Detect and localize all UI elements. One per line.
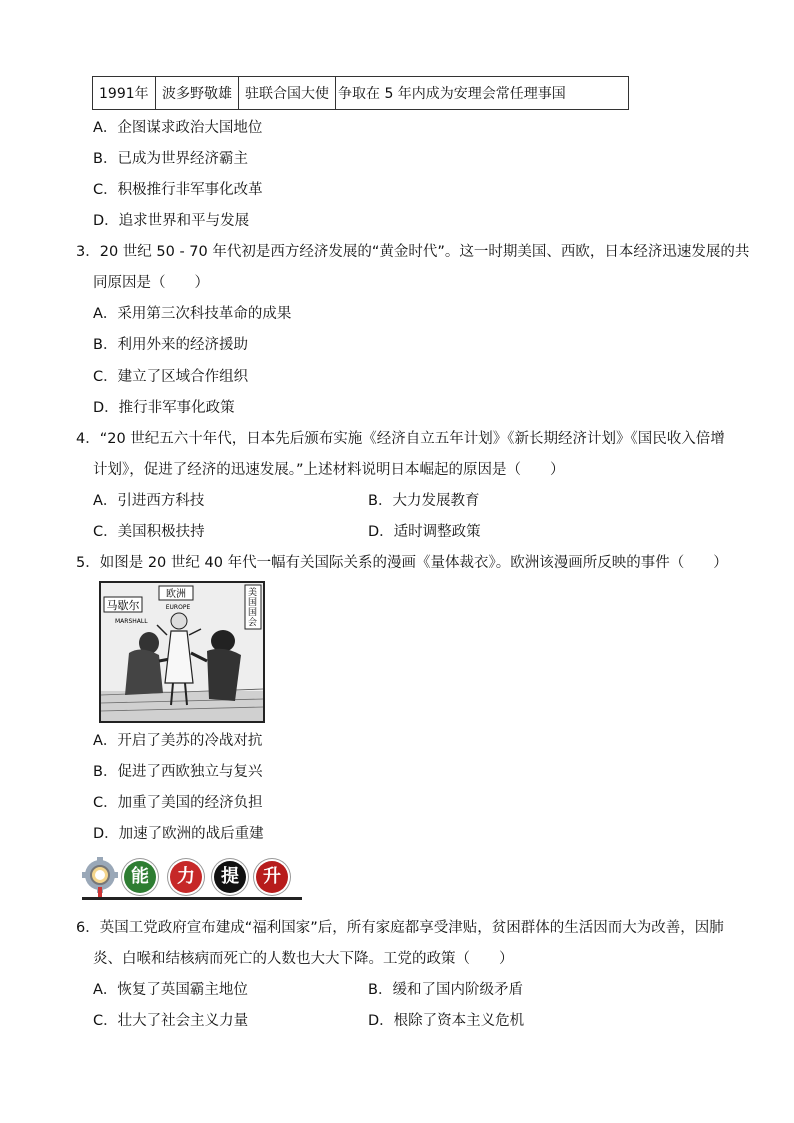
q4-option-b: B．大力发展教育 [368, 493, 480, 509]
table-row [93, 77, 629, 110]
q5-option-b: B．促进了西欧独立与复兴 [93, 764, 263, 780]
q5-stem: 5．如图是 20 世纪 40 年代一幅有关国际关系的漫画《量体裁衣》。欧洲该漫画所反映的事件（ ） [76, 555, 728, 571]
q6-option-b: B．缓和了国内阶级矛盾 [368, 982, 523, 998]
q4-stem-line1: 4．“20 世纪五六十年代，日本先后颁布实施《经济自立五年计划》《新长期经济计划》《国民收入倍增 [76, 431, 725, 447]
magnifier-icon [80, 857, 120, 901]
q3-stem-line1: 3．20 世纪 50 - 70 年代初是西方经济发展的“黄金时代”。这一时期美国、西欧，日本经济迅速发展的共 [76, 244, 750, 260]
banner-badge-neng: 能 [124, 861, 156, 893]
table-cell-goal: 争取在 5 年内成为安理会常任理事国 [336, 77, 629, 110]
table-cell-position: 驻联合国大使 [239, 77, 336, 110]
q3-option-a: A．采用第三次科技革命的成果 [93, 306, 292, 322]
banner-badge-ti: 提 [214, 861, 246, 893]
cartoon-tailoring-image [99, 581, 265, 723]
banner-badge-li: 力 [170, 861, 202, 893]
table-cell-year: 1991年 [93, 77, 156, 110]
q6-option-d: D．根除了资本主义危机 [368, 1013, 525, 1029]
cartoon-label-right: 美国国会 [248, 588, 258, 628]
banner-underline [82, 897, 302, 900]
q5-option-c: C．加重了美国的经济负担 [93, 795, 263, 811]
q6-stem-line2: 炎、白喉和结核病而死亡的人数也大大下降。工党的政策（ ） [93, 951, 514, 967]
table-cell-name: 波多野敬雄 [156, 77, 239, 110]
q2-option-d: D．追求世界和平与发展 [93, 213, 250, 229]
cartoon-label-center: 欧洲 [166, 589, 186, 600]
q2-option-a: A．企图谋求政治大国地位 [93, 120, 263, 136]
ability-improvement-banner [80, 857, 302, 901]
q4-option-c: C．美国积极扶持 [93, 524, 205, 540]
cartoon-label-center-en: EUROPE [165, 604, 191, 611]
q4-stem-line2: 计划》，促进了经济的迅速发展。”上述材料说明日本崛起的原因是（ ） [93, 462, 565, 478]
cartoon-drawing [101, 583, 263, 721]
q3-option-d: D．推行非军事化政策 [93, 400, 235, 416]
q4-option-d: D．适时调整政策 [368, 524, 481, 540]
q2-option-c: C．积极推行非军事化改革 [93, 182, 263, 198]
q3-option-c: C．建立了区域合作组织 [93, 369, 249, 385]
cartoon-label-left: 马歇尔 [106, 599, 140, 612]
q4-option-a: A．引进西方科技 [93, 493, 205, 509]
q5-option-d: D．加速了欧洲的战后重建 [93, 826, 264, 842]
q2-option-b: B．已成为世界经济霸主 [93, 151, 248, 167]
q6-option-a: A．恢复了英国霸主地位 [93, 982, 248, 998]
q6-option-c: C．壮大了社会主义力量 [93, 1013, 249, 1029]
q6-stem-line1: 6．英国工党政府宣布建成“福利国家”后，所有家庭都享受津贴，贫困群体的生活因而大为改善，因肺 [76, 920, 724, 936]
info-table [92, 76, 629, 110]
cartoon-label-left-en: MARSHALL [115, 618, 148, 625]
q3-option-b: B．利用外来的经济援助 [93, 337, 248, 353]
q3-stem-line2: 同原因是（ ） [93, 275, 209, 291]
banner-badge-sheng: 升 [256, 861, 288, 893]
q5-option-a: A．开启了美苏的冷战对抗 [93, 733, 263, 749]
